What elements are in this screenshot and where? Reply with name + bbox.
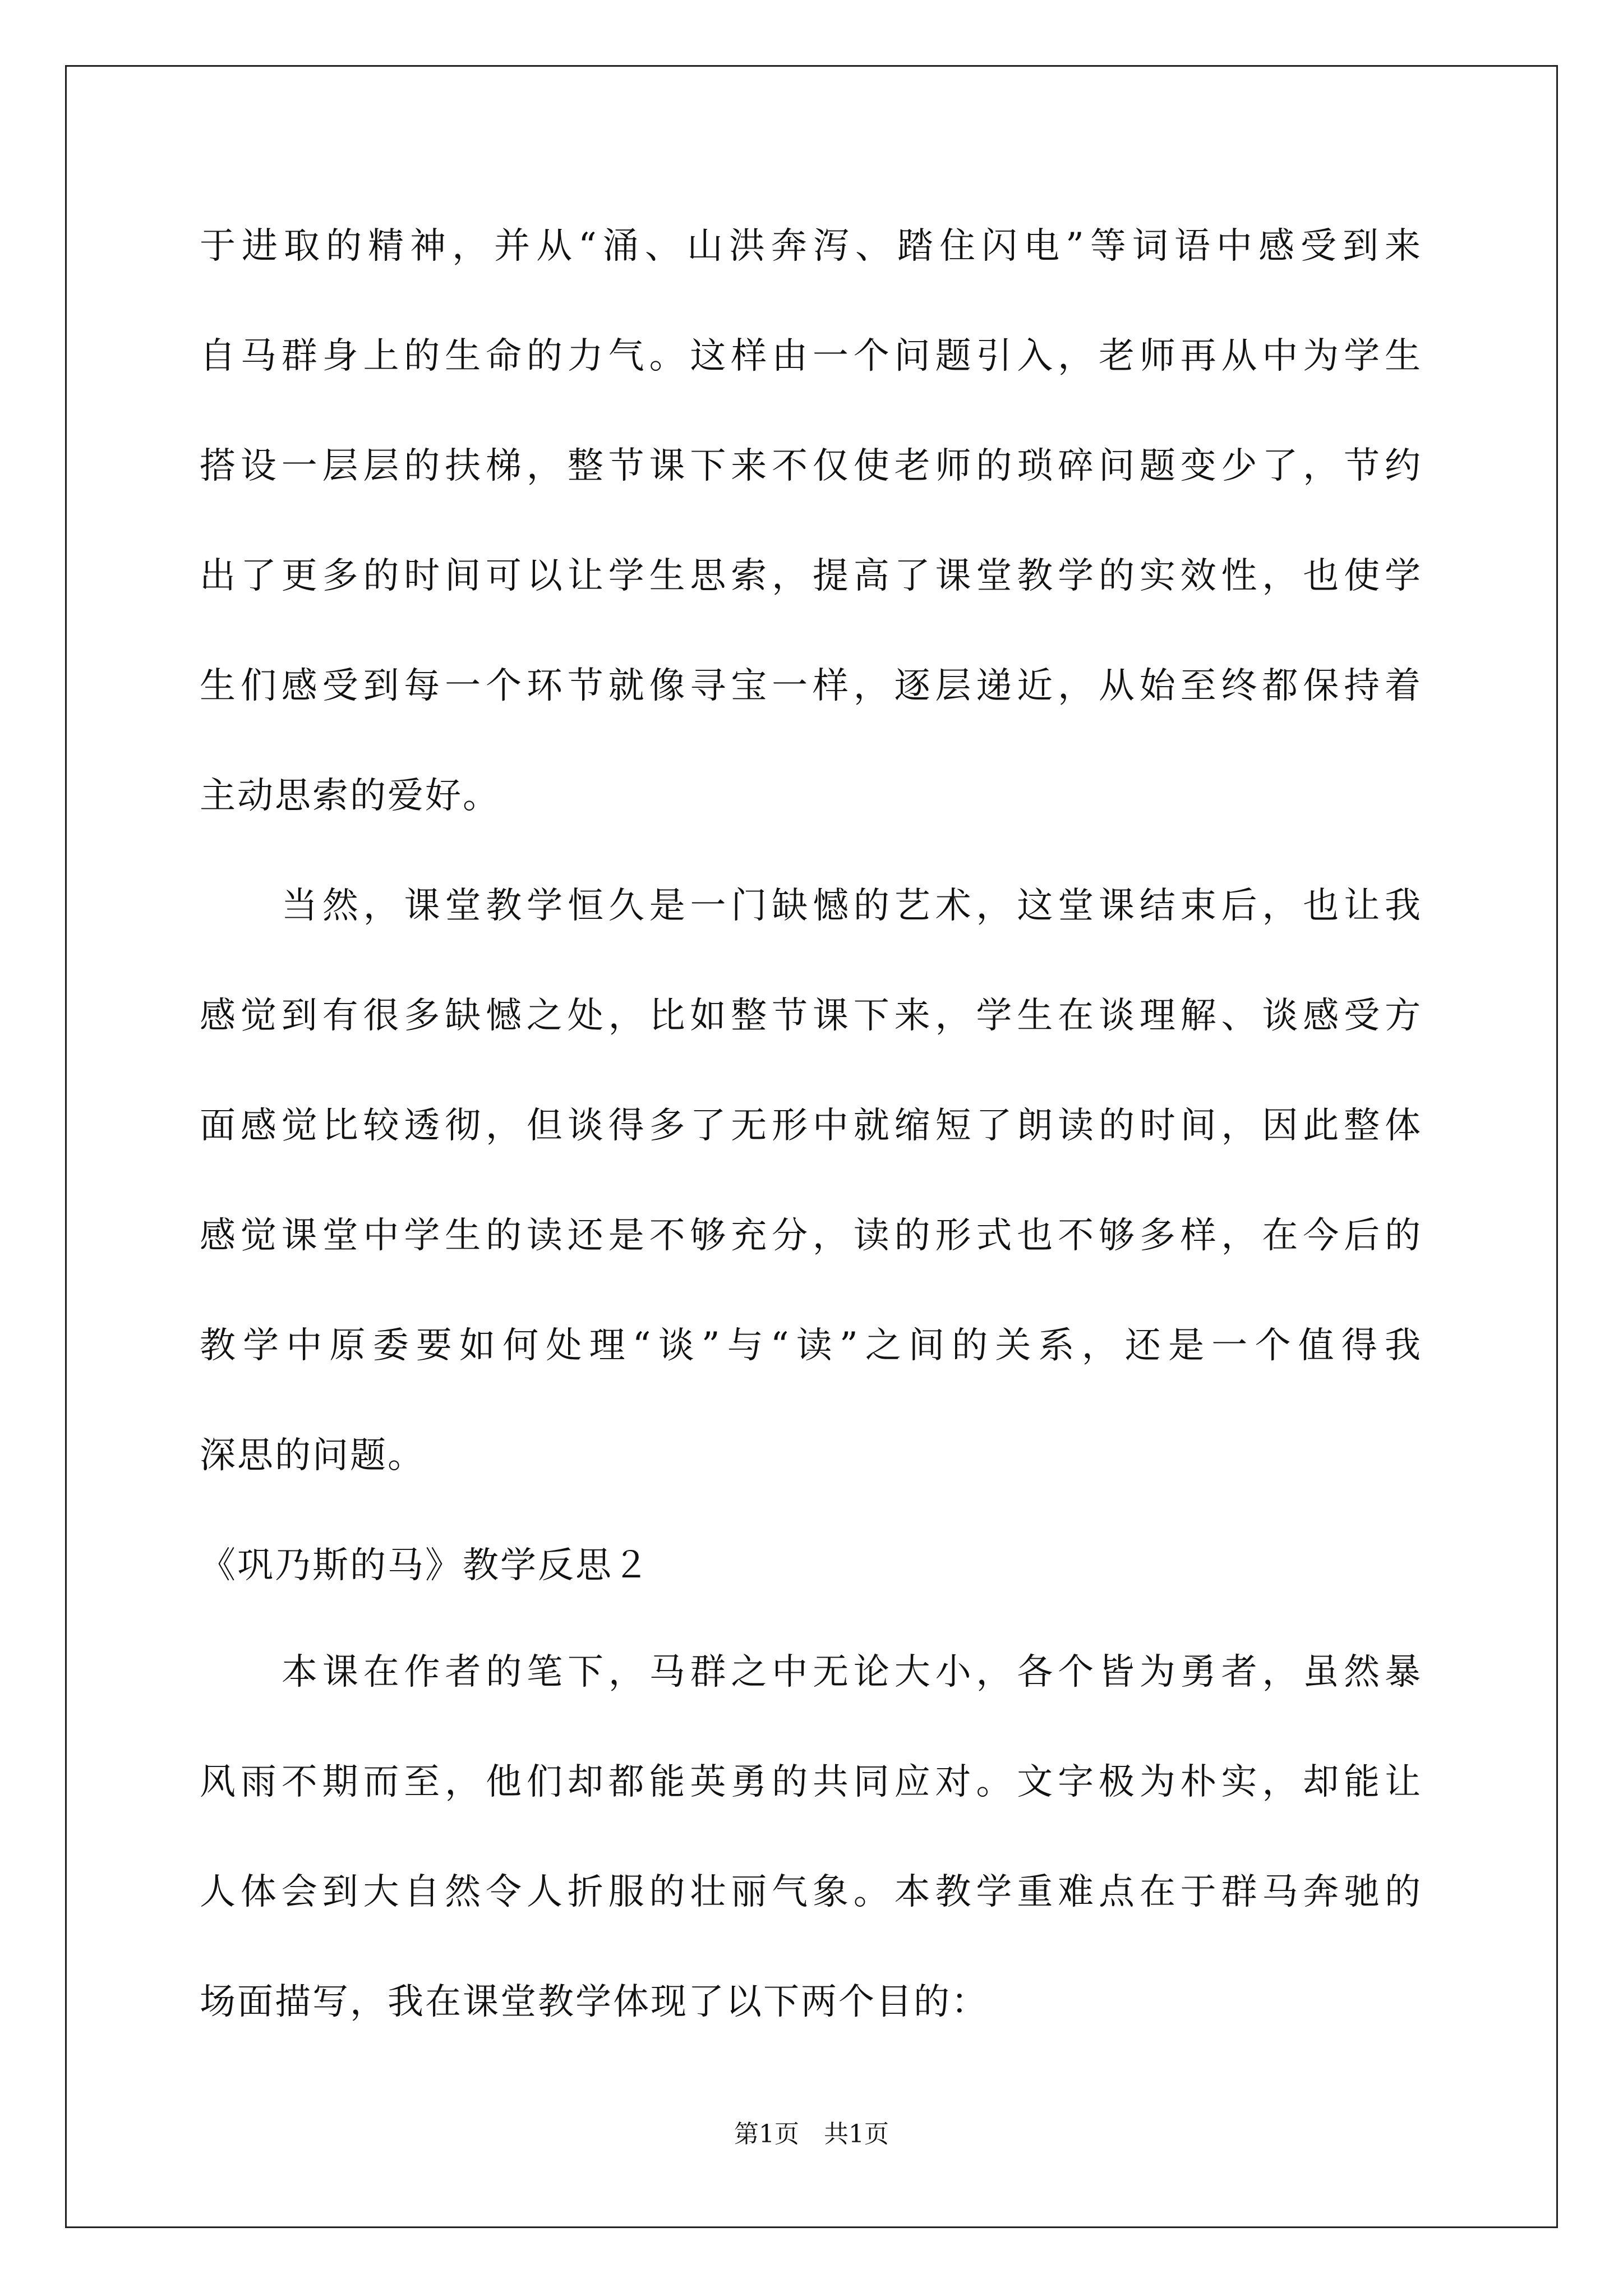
- paragraph-line: 面感觉比较透彻，但谈得多了无形中就缩短了朗读的时间，因此整体: [200, 1105, 1422, 1147]
- paragraph-line: 人体会到大自然令人折服的壮丽气象。本教学重难点在于群马奔驰的: [200, 1871, 1422, 1913]
- paragraph-line: 风雨不期而至，他们却都能英勇的共同应对。文字极为朴实，却能让: [200, 1761, 1422, 1803]
- page-footer: 第1页 共1页: [734, 2120, 889, 2148]
- paragraph-line: 深思的问题。: [200, 1435, 425, 1476]
- paragraph-line: 自马群身上的生命的力气。这样由一个问题引入，老师再从中为学生: [200, 335, 1422, 377]
- paragraph-line: 于进取的精神，并从“涌、山洪奔泻、踏住闪电”等词语中感受到来: [200, 226, 1422, 267]
- paragraph-line: 场面描写，我在课堂教学体现了以下两个目的：: [200, 1981, 989, 2023]
- paragraph-line: 本课在作者的笔下，马群之中无论大小，各个皆为勇者，虽然暴: [282, 1651, 1422, 1693]
- document-body: [200, 215, 1422, 2081]
- paragraph-line: 当然，课堂教学恒久是一门缺憾的艺术，这堂课结束后，也让我: [282, 885, 1422, 927]
- section-heading: 《巩乃斯的马》教学反思２: [200, 1545, 651, 1586]
- paragraph-line: 出了更多的时间可以让学生思索，提高了课堂教学的实效性，也使学: [200, 555, 1422, 597]
- paragraph-line: 感觉到有很多缺憾之处，比如整节课下来，学生在谈理解、谈感受方: [200, 995, 1422, 1037]
- paragraph-line: 教学中原委要如何处理“谈”与“读”之间的关系，还是一个值得我: [200, 1325, 1422, 1366]
- paragraph-line: 感觉课堂中学生的读还是不够充分，读的形式也不够多样，在今后的: [200, 1215, 1422, 1257]
- paragraph-line: 生们感受到每一个环节就像寻宝一样，逐层递近，从始至终都保持着: [200, 665, 1422, 707]
- paragraph-line: 搭设一层层的扶梯，整节课下来不仅使老师的琐碎问题变少了，节约: [200, 445, 1422, 487]
- paragraph-line: 主动思索的爱好。: [200, 775, 500, 817]
